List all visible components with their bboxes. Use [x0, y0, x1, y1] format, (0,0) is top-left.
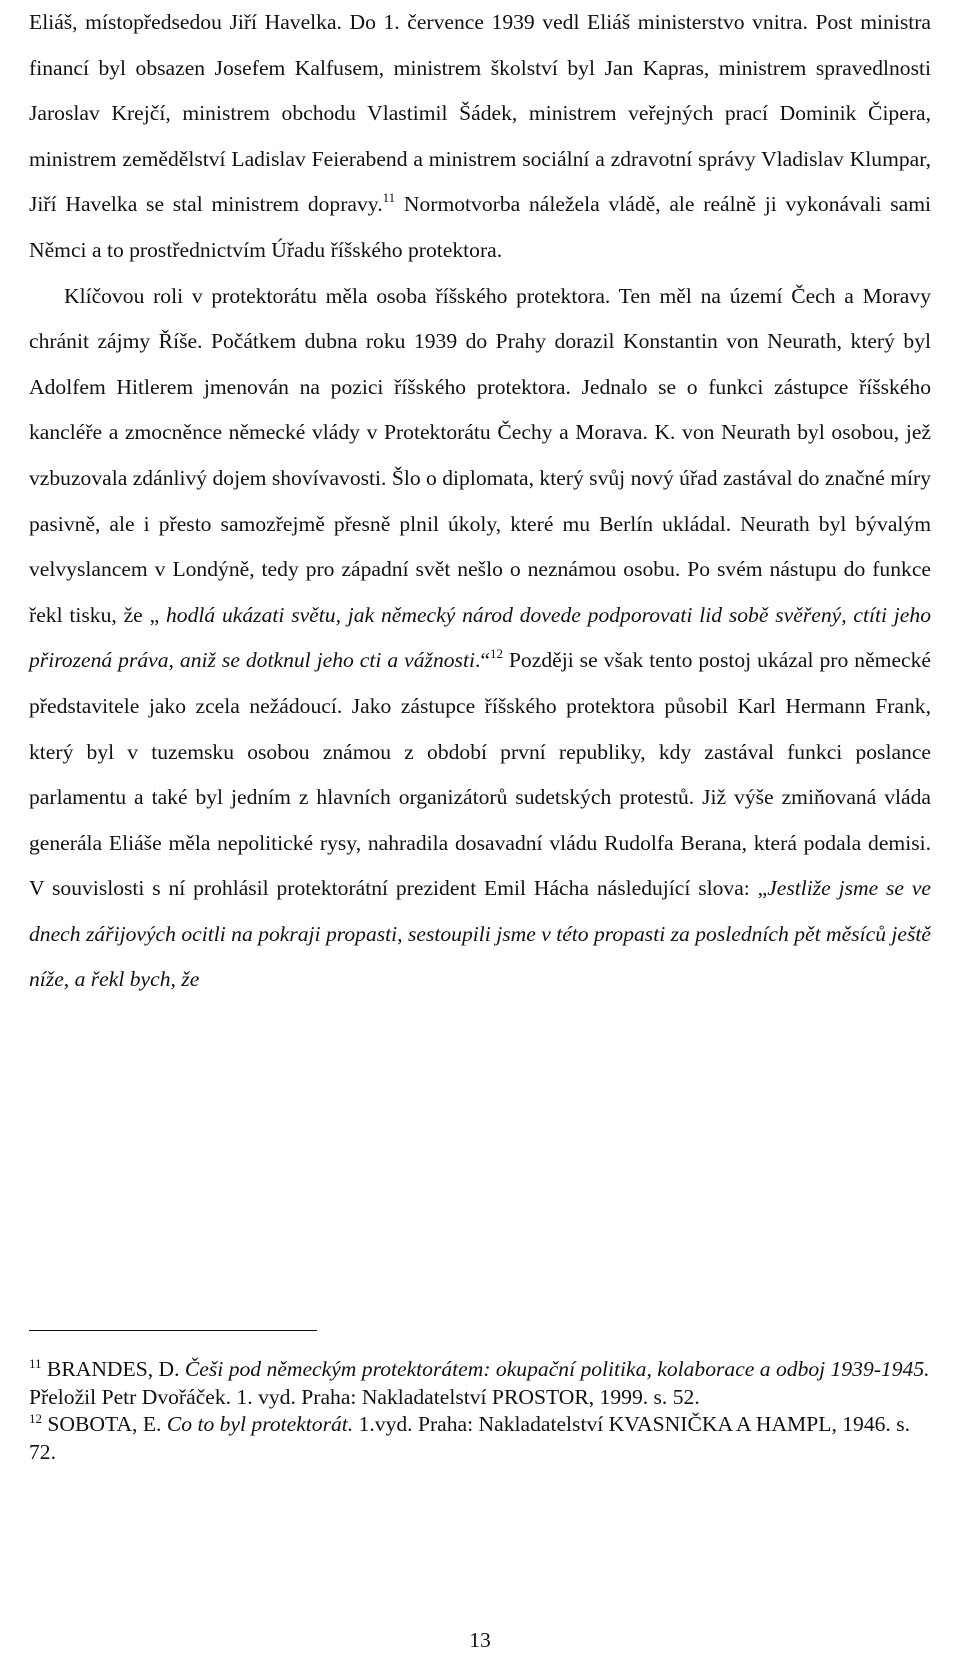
footnote-reference[interactable]: 12 — [489, 646, 503, 662]
quote-mark: „ — [149, 602, 160, 627]
paragraph — [29, 0, 931, 274]
paragraph — [29, 274, 931, 1004]
footnote-title: Co to byl protektorát. — [166, 1412, 354, 1436]
footnote-separator — [29, 1330, 317, 1331]
footnote-details: 1.vyd. Praha: Nakladatelství KVASNIČKA A HAMPL, 1946. s. 72. — [29, 1412, 911, 1464]
quote-mark: .“ — [474, 648, 490, 673]
paragraph-text: Klíčovou roli v protektorátu měla osoba říšského protektora. Ten měl na území Čech a Moravy chránit zájmy Říše. Počátkem dubna roku 1939 do Prahy dorazil Konstantin von Neurath, který byl Adolfem Hitlerem jmenován na pozici říšského protektora. Jednalo se o funkci zástupce říšského kancléře a zmocněnce německé vlády v Protektorátu Čechy a Morava. K. von Neurath byl osobou, jež vzbuzovala zdánlivý dojem shovívavosti. Šlo o diplomata, který svůj nový úřad zastával do značné míry pasivně, ale i přesto samozřejmě přesně plnil úkoly, které mu Berlín ukládal. Neurath byl bývalým velvyslancem v Londýně, tedy pro západní svět nešlo o neznámou osobu. Po svém nástupu do funkce řekl tisku, že — [29, 283, 931, 627]
page-number: 13 — [469, 1628, 491, 1652]
footnote-title: Češi pod německým protektorátem: okupační politika, kolaborace a odboj 1939-1945. — [184, 1357, 930, 1381]
footnote-reference[interactable]: 11 — [382, 190, 396, 206]
paragraph-text: Eliáš, místopředsedou Jiří Havelka. Do 1. července 1939 vedl Eliáš ministerstvo vnitra. Post ministra financí byl obsazen Josefem Kalfusem, ministrem školství byl Jan Kapras, ministrem spravedlnosti Jaroslav Krejčí, ministrem obchodu Vlastimil Šádek, ministrem veřejných prací Dominik Čipera, ministrem zemědělství Ladislav Feierabend a ministrem sociální a zdravotní správy Vladislav Klumpar, Jiří Havelka se stal ministrem dopravy. — [29, 10, 931, 217]
quote-mark: „ — [757, 876, 768, 901]
paragraph-text: Normotvorba náležela vládě, ale reálně ji vykonávali sami Němci a to prostřednictvím Úřadu říšského protektora. — [29, 192, 931, 262]
quotation: hodlá ukázati světu, jak německý národ dovede podporovati lid sobě svěřený, ctíti jeho přirozená práva, aniž se dotknul jeho cti a vážnosti — [29, 602, 931, 673]
footnote — [29, 1356, 931, 1411]
footnote-number: 12 — [29, 1411, 42, 1426]
footnote-author: SOBOTA, E. — [42, 1412, 167, 1436]
paragraph-text: Později se však tento postoj ukázal pro německé představitele jako zcela nežádoucí. Jako zástupce říšského protektora působil Karl Hermann Frank, který byl v tuzemsku osobou známou z období první republiky, kdy zastával funkci poslance parlamentu a také byl jedním z hlavních organizátorů sudetských protestů. Již výše zmiňovaná vláda generála Eliáše měla nepolitické rysy, nahradila dosavadní vládu Rudolfa Berana, která podala demisi. V souvislosti s ní prohlásil protektorátní prezident Emil Hácha následující slova: — [29, 648, 931, 901]
footnote-author: BRANDES, D. — [41, 1357, 185, 1381]
footnote — [29, 1411, 931, 1466]
footnotes — [29, 1356, 931, 1466]
footnote-details: Přeložil Petr Dvořáček. 1. vyd. Praha: Nakladatelství PROSTOR, 1999. s. 52. — [29, 1384, 700, 1409]
body-text — [29, 0, 931, 1003]
quotation: Jestliže jsme se ve dnech zářijových ocitli na pokraji propasti, sestoupili jsme v této propasti za posledních pět měsíců ještě níže, a řekl bych, že — [29, 876, 931, 992]
footnote-number: 11 — [29, 1356, 42, 1371]
